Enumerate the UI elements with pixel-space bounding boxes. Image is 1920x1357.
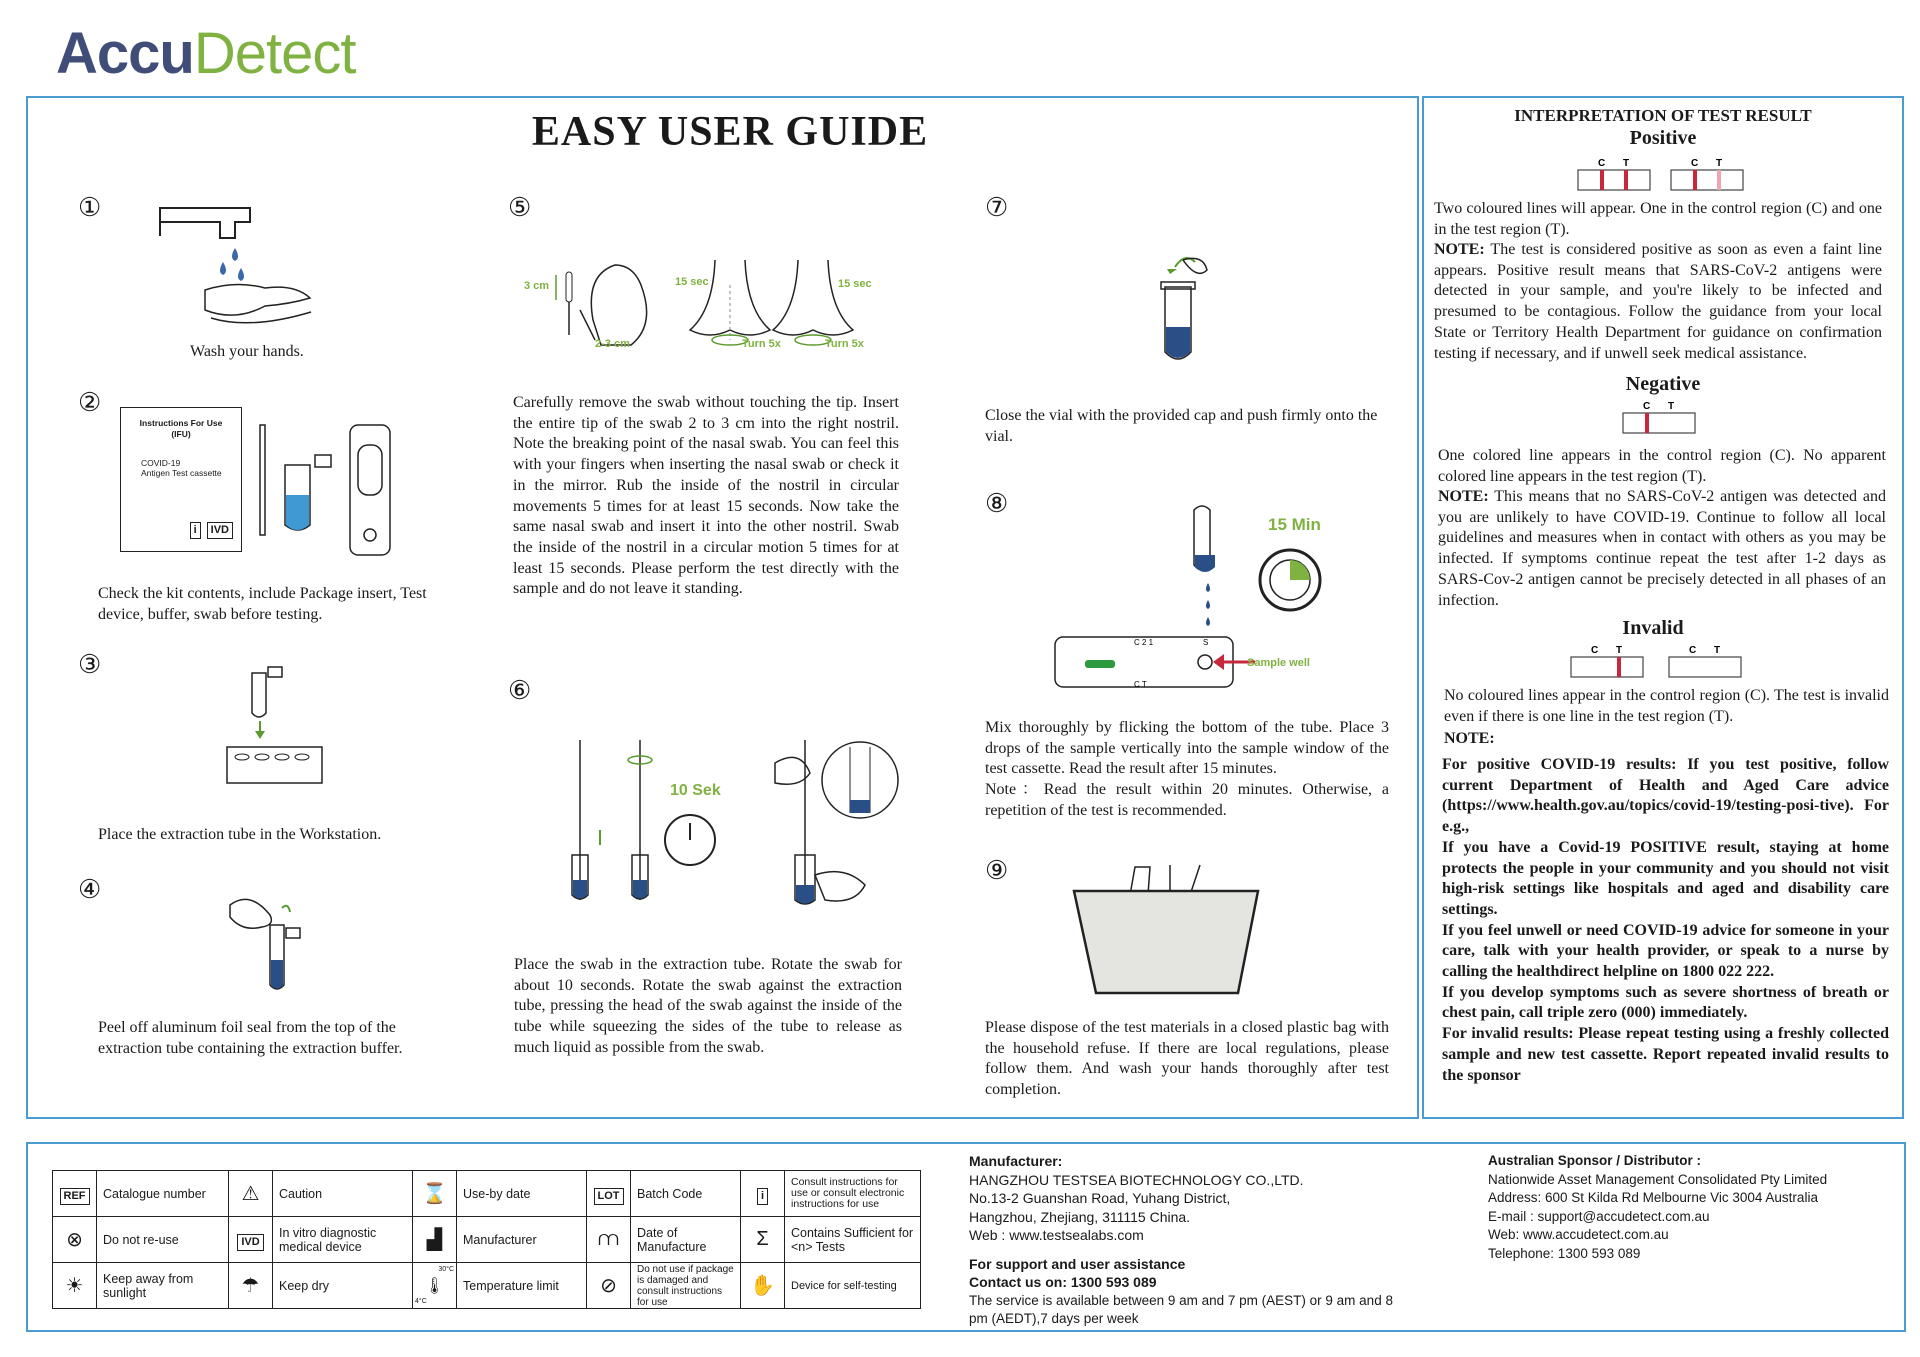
neg-t-label: T [1668,401,1675,412]
step-6-number: ⑥ [508,676,532,705]
cassette-marks-2: C T [1134,680,1147,689]
no-reuse-icon: ⊗ [53,1217,97,1263]
symbol-label: Do not re-use [97,1217,229,1263]
invalid-text: No coloured lines appear in the control region (C). The test is invalid even if there is one line in the test region (T). [1444,687,1889,725]
step-7-text: Close the vial with the provided cap and push firmly onto the vial. [985,407,1378,445]
step-9-text: Please dispose of the test materials in a closed plastic bag with the household refuse. If there are local regulations, please follow them. And wash your hands thoroughly after test completion. [985,1019,1389,1099]
symbol-label: Do not use if package is damaged and consult instructions for use [631,1263,741,1309]
positive-text: Two coloured lines will appear. One in the control region (C) and one in the test region (T). [1434,200,1882,238]
step-8-text: Mix thoroughly by flicking the bottom of the tube. Place 3 drops of the sample vertically into the sample window of the test cassette. Read the result after 15 minutes. [985,719,1389,778]
strip-t-label-2: T [1716,158,1723,169]
symbol-label: Catalogue number [97,1171,229,1217]
positive-heading: Positive [1629,127,1697,149]
support-service: The service is available between 9 am and 7 pm (AEST) or 9 am and 8 pm (AEDT),7 days per week [969,1292,1393,1326]
symbol-label: Keep dry [273,1263,413,1309]
ifu-ivd: IVD [207,522,233,539]
rotate-swab-icon [570,735,910,910]
symbol-label: Temperature limit [457,1263,587,1309]
positive-strips-icon [1578,156,1743,192]
negative-heading: Negative [1625,373,1701,395]
step-1-text: Wash your hands. [190,343,304,360]
step-9-number: ⑨ [985,856,1009,885]
inv-t-label-2: T [1714,645,1721,656]
dispose-bin-icon [1070,855,1270,995]
sponsor-web[interactable]: Web: www.accudetect.com.au [1488,1227,1669,1242]
symbol-label: In vitro diagnostic medical device [273,1217,413,1263]
step-5-text: Carefully remove the swab without touching the tip. Insert the entire tip of the swab 2 to 3 cm into the right nostril. Note the breaking point of the nasal swab. You can feel this with your fingers when inserting the nasal swab or check it in the mirror. Rub the inside of the nostril in circular movements 5 times for at least 15 seconds. Now take the same nasal swab and insert it into the other nostril. Swab the inside of the nostril in a circular motion 5 times for at least 15 seconds. Please perform the test directly with the sample and do not leave it standing. [513,394,899,598]
symbol-label: Consult instructions for use or consult electronic instructions for use [785,1171,921,1217]
step-1-number: ① [78,193,102,222]
sample-well-label: Sample well [1247,657,1310,669]
positive-note-label: NOTE: [1434,241,1485,258]
cassette-sample-mark: S [1203,638,1209,647]
sponsor-heading: Australian Sponsor / Distributor : [1488,1153,1702,1168]
support-contact: Contact us on: 1300 593 089 [969,1274,1157,1290]
caution-icon: ⚠ [229,1171,273,1217]
neg-c-label: C [1643,401,1651,412]
manufacturer-name: HANGZHOU TESTSEA BIOTECHNOLOGY CO.,LTD. [969,1171,1304,1188]
swab-depth-label: 2-3 cm [595,338,630,350]
symbol-label: Contains Sufficient for <n> Tests [785,1217,921,1263]
close-vial-icon [1155,252,1225,362]
inv-t-label: T [1616,645,1623,656]
step-4-number: ④ [78,875,102,904]
umbrella-icon: ☂ [229,1263,273,1309]
temp-high-label: 30°C [438,1266,454,1273]
brand-part1: Accu [56,21,194,86]
book-info-icon: i [741,1171,785,1217]
step-6-text: Place the swab in the extraction tube. Rotate the swab for about 10 seconds. Rotate the swab against the extraction tube, pressing the head of the swab against the inside of the tube while squeezing the sides of the tube to release as much liquid as possible from the swab. [514,956,902,1056]
negative-strip-icon [1623,399,1695,435]
nasal-swab-icon [520,245,900,355]
symbol-legend-table [52,1170,921,1309]
damaged-package-icon: ⊘ [587,1263,631,1309]
rotate-time-label: 10 Sek [670,782,721,799]
strip-c-label-2: C [1691,158,1699,169]
negative-note [1438,487,1886,611]
ifu-line2: Antigen Test cassette [141,468,222,478]
wash-hands-icon [155,200,325,350]
negative-note-text: This means that no SARS-CoV-2 antigen was detected and you are unlikely to have COVID-19. Continue to follow all local guidelines and measures when in contact with others as you may be infected. If symptoms continue repeat the test after 1-2 days as SARS-Cov-2 antigen cannot be precisely detected in all phases of an infection. [1438,488,1886,609]
add-drops-icon [1050,505,1350,695]
ifu-leaflet [120,407,242,552]
advice-text: For positive COVID-19 results: If you test positive, follow current Department of Health and Aged Care advice (https://www.health.gov.au/topics/covid-19/testing-posi-tive). For e.g., If you have a Covid-19 POSITIVE result, staying at home protects the people in your community and you should not visit high-risk settings like hospitals and aged and disability care settings. If you feel unwell or need COVID-19 advice for someone in your care, talk with your health provider, or speak to a nurse by calling the healthdirect helpline on 1800 022 222. If you develop symptoms such as severe shortness of breath or chest pain, call triple zero (000) immediately. For invalid results: Please repeat testing using a freshly collected sample and new test cassette. Report repeated invalid results to the sponsor [1442,756,1889,1084]
date-factory-icon: ⩋ [587,1217,631,1263]
manufacturer-heading: Manufacturer: [969,1153,1063,1169]
sponsor-block [1488,1152,1888,1263]
hourglass-icon: ⌛ [413,1171,457,1217]
sponsor-phone: Telephone: 1300 593 089 [1488,1245,1641,1261]
symbol-label: Manufacturer [457,1217,587,1263]
brand-part2: Detect [193,21,356,86]
lot-icon: LOT [587,1171,631,1217]
swab-time-b-label: 15 sec [838,278,872,290]
manufacturer-web: Web : www.testsealabs.com [969,1227,1144,1243]
step-4-text: Peel off aluminum foil seal from the top of the extraction tube containing the extraction buffer. [98,1019,403,1057]
step-3-text: Place the extraction tube in the Workstation. [98,826,382,843]
symbol-label: Date of Manufacture [631,1217,741,1263]
step-8-number: ⑧ [985,489,1009,518]
positive-note-text: The test is considered positive as soon as even a faint line appears. Positive result means that SARS-CoV-2 antigens were detected in your sample, and you're likely to be infected and presumed to be contagious. Follow the guidance from your local State or Territory Health Department for guidance on confirmation testing if necessary, and if unwell seek medical assistance. [1434,241,1882,362]
brand-logo [56,22,355,86]
sigma-icon: Σ [741,1217,785,1263]
interp-title: INTERPRETATION OF TEST RESULT [1514,106,1812,125]
ref-icon: REF [53,1171,97,1217]
step-5-number: ⑤ [508,193,532,222]
cassette-marks: C 2 1 [1134,638,1154,647]
manufacturer-address1: No.13-2 Guanshan Road, Yuhang District, [969,1190,1231,1206]
sponsor-name: Nationwide Asset Management Consolidated Pty Limited [1488,1171,1828,1187]
support-heading: For support and user assistance [969,1255,1186,1272]
inv-c-label: C [1591,645,1599,656]
thermometer-icon: 🌡 30°C 4°C [413,1263,457,1309]
sponsor-address: Address: 600 St Kilda Rd Melbourne Vic 3004 Australia [1488,1190,1818,1205]
step-3-number: ③ [78,650,102,679]
ifu-line1: COVID-19 [141,458,181,468]
swab-time-a-label: 15 sec [675,276,709,288]
ifu-title: Instructions For Use (IFU) [139,418,223,439]
negative-note-label: NOTE: [1438,488,1489,505]
step-2-text: Check the kit contents, include Package insert, Test device, buffer, swab before testing. [98,585,427,623]
ivd-icon: IVD [229,1217,273,1263]
swab-length-label: 3 cm [524,280,550,292]
step-7-number: ⑦ [985,193,1009,222]
kit-contents-icon [255,415,415,560]
strip-t-label: T [1623,158,1630,169]
manufacturer-block [969,1152,1409,1329]
swab-turn-b-label: Turn 5x [825,338,864,350]
sunlight-icon: ☀ [53,1263,97,1309]
inv-c-label-2: C [1689,645,1697,656]
read-time-label: 15 Min [1268,515,1321,534]
factory-icon: ▟ [413,1217,457,1263]
ifu-info-icon: i [190,522,201,539]
symbol-label: Caution [273,1171,413,1217]
invalid-strips-icon [1571,643,1741,679]
guide-title: EASY USER GUIDE [531,109,929,155]
symbol-label: Batch Code [631,1171,741,1217]
advice-heading: NOTE: [1444,730,1495,747]
symbol-label: Use-by date [457,1171,587,1217]
invalid-heading: Invalid [1622,617,1684,639]
workstation-icon [222,665,332,795]
temp-low-label: 4°C [415,1298,427,1305]
strip-c-label: C [1598,158,1606,169]
symbol-label: Keep away from sunlight [97,1263,229,1309]
step-2-number: ② [78,388,102,417]
symbol-label: Device for self-testing [785,1263,921,1309]
peel-foil-icon [222,890,322,1000]
negative-text: One colored line appears in the control region (C). No apparent colored line appears in the test region (T). [1438,447,1886,485]
manufacturer-address2: Hangzhou, Zhejiang, 311115 China. [969,1208,1191,1225]
sponsor-email[interactable]: E-mail : support@accudetect.com.au [1488,1208,1710,1224]
step-8-note: Note：Read the result within 20 minutes. Otherwise, a repetition of the test is recommended. [985,781,1389,819]
positive-note [1434,240,1882,364]
swab-turn-a-label: Turn 5x [742,338,781,350]
self-test-icon: ✋ [741,1263,785,1309]
